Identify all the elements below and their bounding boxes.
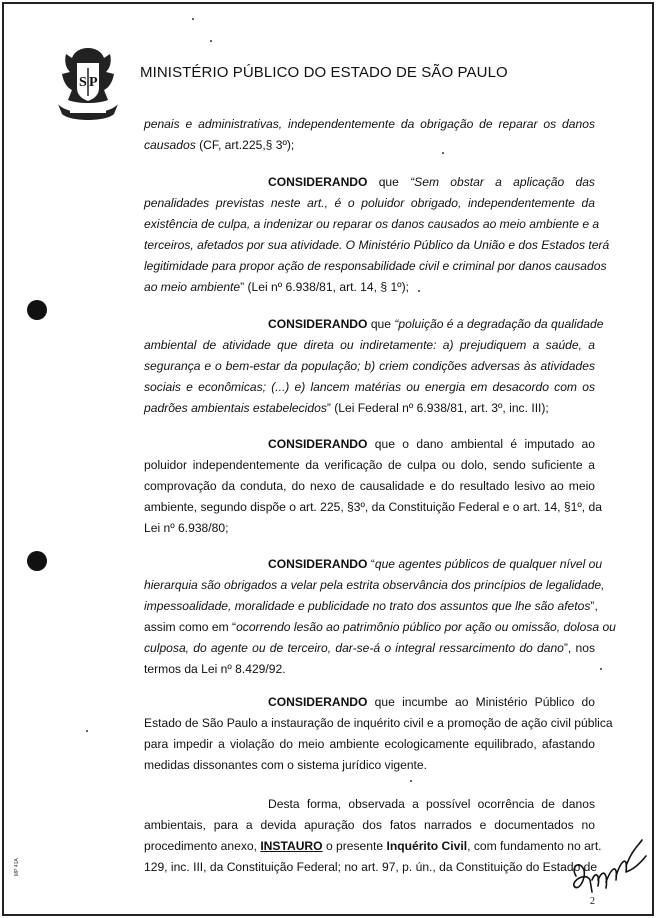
handwritten-signature <box>566 836 652 912</box>
state-seal-logo <box>48 44 128 126</box>
scan-speck <box>86 730 88 732</box>
punch-hole <box>27 300 47 320</box>
paragraph: CONSIDERANDO que o dano ambiental é imputado ao poluidor independentemente da verificação de culpa ou dolo, sendo suficiente a comprovação da conduta, do nexo de causalidade e do resultado lesivo ao meio ambiente, segundo dispõe o art. 225, §3º, da Constituição Federal e o art. 14, §1º, da Lei nº 6.938/80; <box>144 437 602 535</box>
paragraph: CONSIDERANDO “que agentes públicos de qualquer nível ou hierarquia são obrigados a velar pela estrita observância dos princípios de legalidade, impessoalidade, moralidade e publicidade no trato dos assuntos que lhe são afetos”, assim como em “ocorrendo lesão ao patrimônio público por ação ou omissão, dolosa ou culposa, do agente ou de terceiro, dar-se-á o integral ressarcimento do dano”, nos termos da Lei nº 8.429/92. <box>144 557 616 676</box>
punch-hole <box>27 551 47 571</box>
svg-text:S: S <box>79 75 87 90</box>
scan-speck <box>600 668 602 670</box>
scan-speck <box>410 780 412 782</box>
svg-text:P: P <box>89 75 98 90</box>
scan-speck <box>442 152 444 154</box>
page-number: 2 <box>590 896 595 907</box>
scan-speck <box>418 290 420 292</box>
paragraph: penais e administrativas, independentemente da obrigação de reparar os danos causados (CF, art.225,§ 3º); <box>144 117 595 152</box>
side-code-label: MP 41A <box>14 858 20 876</box>
paragraph: CONSIDERANDO que “poluição é a degradação da qualidade ambiental de atividade que direta ou indiretamente: a) prejudiquem a saúde, a segurança e o bem-estar da população; b) criem condições adversas às atividades sociais e econômicas; (...) e) lancem matérias ou energia em desacordo com os padrões ambientais estabelecidos” (Lei Federal nº 6.938/81, art. 3º, inc. III); <box>144 317 604 415</box>
paragraph: Desta forma, observada a possível ocorrência de danos ambientais, para a devida apuração dos fatos narrados e documentados no procedimento anexo, INSTAURO o presente Inquérito Civil, com fundamento no art. 129, inc. III, da Constituição Federal; no art. 97, p. ún., da Constituição do Estado de <box>144 797 602 874</box>
paragraph: CONSIDERANDO que incumbe ao Ministério Público do Estado de São Paulo a instauração de inquérito civil e a promoção de ação civil pública para impedir a violação do meio ambiente ecologicamente equilibrado, afastando medidas dissonantes com o sistema jurídico vigente. <box>144 695 613 772</box>
page-title: MINISTÉRIO PÚBLICO DO ESTADO DE SÃO PAULO <box>140 64 508 81</box>
scan-speck <box>192 18 194 20</box>
paragraph: CONSIDERANDO que “Sem obstar a aplicação das penalidades previstas neste art., é o poluidor obrigado, independentemente da existência de culpa, a indenizar ou reparar os danos causados ao meio ambiente e a terceiros, afetados por sua atividade. O Ministério Público da União e dos Estados terá legitimidade para propor ação de responsabilidade civil e criminal por danos causados ao meio ambiente” (Lei nº 6.938/81, art. 14, § 1º); <box>144 175 610 294</box>
scan-speck <box>210 40 212 42</box>
